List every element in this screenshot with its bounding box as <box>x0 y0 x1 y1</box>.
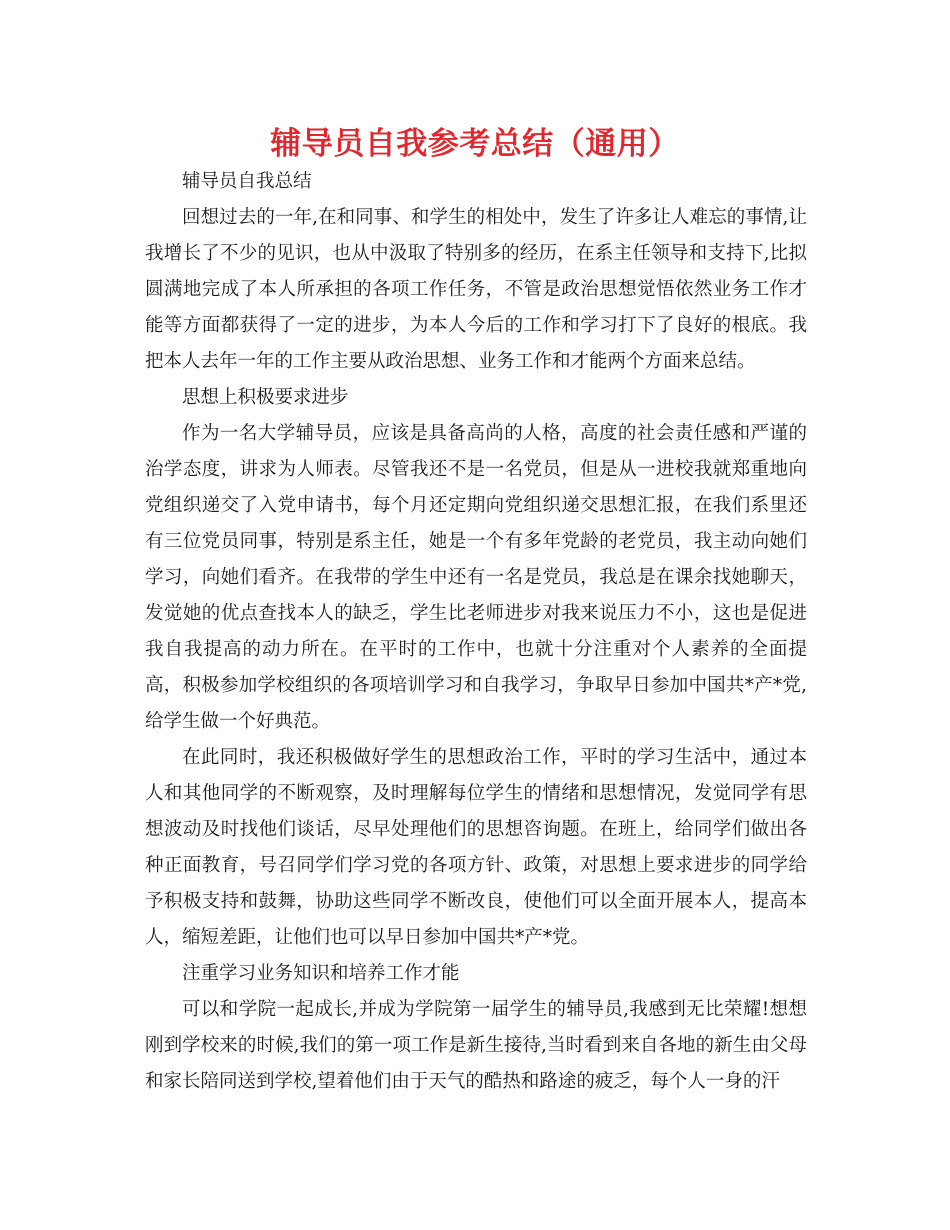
section-heading: 思想上积极要求进步 <box>182 387 349 408</box>
section-heading: 辅导员自我总结 <box>182 171 312 192</box>
section-heading: 注重学习业务知识和培养工作才能 <box>182 963 460 984</box>
document-title: 辅导员自我参考总结（通用） <box>270 126 680 162</box>
body-paragraph: 回想过去的一年,在和同事、和学生的相处中，发生了许多让人难忘的事情,让我增长了不少的见识，也从中汲取了特别多的经历，在系主任领导和支持下,比拟圆满地完成了本人所承担的各项工作任务，不管是政治思想觉悟依然业务工作才能等方面都获得了一定的进步，为本人今后的工作和学习打下了良好的根底。我把本人去年一年的工作主要从政治思想、业务工作和才能两个方面来总结。 <box>145 207 807 372</box>
body-paragraph: 作为一名大学辅导员，应该是具备高尚的人格，高度的社会责任感和严谨的治学态度，讲求为人师表。尽管我还不是一名党员，但是从一进校我就郑重地向党组织递交了入党申请书，每个月还定期向党组织递交思想汇报，在我们系里还有三位党员同事，特别是系主任，她是一个有多年党龄的老党员，我主动向她们学习，向她们看齐。在我带的学生中还有一名是党员，我总是在课余找她聊天，发觉她的优点查找本人的缺乏，学生比老师进步对我来说压力不小，这也是促进我自我提高的动力所在。在平时的工作中，也就十分注重对个人素养的全面提高，积极参加学校组织的各项培训学习和自我学习，争取早日参加中国共*产*党,给学生做一个好典范。 <box>145 423 807 732</box>
document-body <box>145 164 807 1100</box>
body-paragraph: 在此同时，我还积极做好学生的思想政治工作，平时的学习生活中，通过本人和其他同学的不断观察，及时理解每位学生的情绪和思想情况，发觉同学有思想波动及时找他们谈话，尽早处理他们的思想咨询题。在班上，给同学们做出各种正面教育，号召同学们学习党的各项方针、政策，对思想上要求进步的同学给予积极支持和鼓舞，协助这些同学不断改良，使他们可以全面开展本人，提高本人，缩短差距，让他们也可以早日参加中国共*产*党。 <box>145 747 807 948</box>
body-paragraph: 可以和学院一起成长,并成为学院第一届学生的辅导员,我感到无比荣耀!想想刚到学校来的时候,我们的第一项工作是新生接待,当时看到来自各地的新生由父母和家长陪同送到学校,望着他们由于天气的酷热和路途的疲乏，每个人一身的汗 <box>145 999 807 1092</box>
